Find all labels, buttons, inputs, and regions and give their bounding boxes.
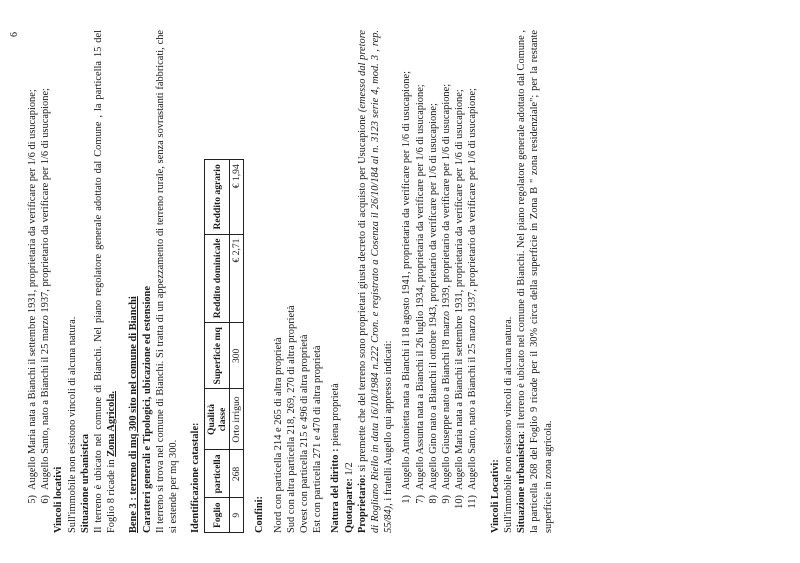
table-header-row bbox=[205, 160, 230, 533]
list-item: 1) Augello Antonietta nata a Bianchi il 18 agosto 1941, proprietaria da verificare per 1/6 di usucapione; bbox=[401, 71, 413, 504]
situazione-text-1: Il terreno è ubicato nel comune di Bianchi. Nel piano regolatore generale adottato dal Comune , la particella 15 del Foglio 8 ricade in Zona Agricola. bbox=[93, 30, 118, 533]
vincoli-heading-2: Vincoli Locativi: bbox=[489, 459, 501, 533]
list-item-number: 5) bbox=[27, 495, 38, 504]
table-cell: € 2,71 bbox=[230, 234, 244, 323]
confine-line: Nord con particella 214 e 265 di altra proprietà bbox=[272, 337, 284, 533]
situazione-heading-1: Situazione urbanistica bbox=[79, 433, 91, 533]
confini-list bbox=[272, 30, 325, 533]
proprietario-paragraph: Proprietario: si premette che del terreno sono proprietari giusta decreto di acquisto per Usucapione (emesso dal pretore di Rogliano Riello in data 16/10/1984 n.222 Cron. e registrato a Cosenza il 26/10/184 al n. 3123 serie 4, mod. 3 , rep. 55/84), i fratelli Augello qui appresso indicati: bbox=[356, 29, 395, 533]
vincoli-heading-1: Vincoli locativi bbox=[53, 466, 65, 533]
table-header: Reddito dominicale bbox=[205, 234, 230, 323]
list-item bbox=[26, 30, 39, 521]
table-row bbox=[230, 160, 244, 533]
list-item: 7) Augello Assunta nata a Bianchi il 26 luglio 1934, proprietaria da verificare per 1/6 di usucapione; bbox=[414, 84, 426, 504]
natura-diritto: Natura del diritto : piena proprietà bbox=[330, 383, 342, 533]
zona-agricola-label: Zona Agricola. bbox=[106, 390, 118, 457]
table-header: Qualità classe bbox=[205, 389, 230, 450]
list-item: 11) Augello Santo, nato a Bianchi il 25 marzo 1937, proprietario da verificare per 1/6 di usucapione; bbox=[467, 88, 479, 509]
confine-line: Ovest con particella 215 e 496 di altra proprietà bbox=[299, 334, 311, 533]
confine-line: Est con particella 271 e 470 di altra proprietà bbox=[312, 345, 324, 533]
owner-list bbox=[400, 30, 479, 533]
confini-heading: Confini: bbox=[254, 496, 266, 533]
vincoli-text-2: Sull'immobile non esistono vincoli di alcuna natura. bbox=[502, 316, 514, 533]
list-item: 10) Augello Maria nata a Bianchi il settembre 1931, proprietaria da verificare per 1/6 di usucapione; bbox=[454, 89, 466, 509]
situazione-paragraph-2: Situazione urbanistica: il terreno è ubicato nel comune di Bianchi. Nel piano regolatore generale adottato dal Comune , la particella 268 del Foglio 9 ricade per il 30% circa della superficie in Zona B " zona residenziale"; per la restante superficie in zona agricola. bbox=[516, 30, 554, 533]
list-item: 9) Augello Giuseppe nato a Bianchi l'8 marzo 1939, proprietario da verificare per 1/6 di usucapione; bbox=[441, 83, 453, 504]
list-item-text: Augello Santo, nato a Bianchi il 25 marzo 1937, proprietario da verificare per 1/6 di usucapione; bbox=[40, 88, 52, 490]
list-item-text: Augello Maria nata a Bianchi il settembre 1931, proprietaria da verificare per 1/6 di usucapione; bbox=[27, 89, 38, 490]
quotaparte: Quotaparte: 1/2 bbox=[343, 462, 355, 533]
bene3-title: Bene 3 : terreno di mq 300 sito nel comune di Bianchi bbox=[128, 296, 140, 533]
page-number: 6 bbox=[9, 32, 20, 37]
identificazione-heading: Identificazione catastale: bbox=[190, 422, 202, 533]
table-header: Foglio bbox=[205, 498, 230, 533]
cadastral-table bbox=[204, 159, 244, 533]
list-item-number: 6) bbox=[40, 495, 52, 504]
caratteri-heading: Caratteri generali e Tipologici, ubicazione ed estensione bbox=[141, 286, 153, 533]
list-item bbox=[39, 30, 52, 521]
caratteri-text: Il terreno si trova nel comune di Bianchi. Si tratta di un appezzamento di terreno rurale, senza sovrastanti fabbricati, che si estende per mq 300. bbox=[154, 30, 180, 533]
table-header: Reddito agrario bbox=[205, 160, 230, 234]
table-cell: 300 bbox=[230, 323, 244, 389]
table-header: particella bbox=[205, 450, 230, 498]
table-cell: 9 bbox=[230, 498, 244, 533]
list-item: 8) Augello Gino nato a Bianchi il ottobre 1943, proprietario da verificare per 1/6 di usucapione; bbox=[427, 103, 439, 504]
table-cell: 268 bbox=[230, 450, 244, 498]
table-cell: € 1,94 bbox=[230, 160, 244, 234]
vincoli-text-1: Sull'immobile non esistono vincoli di alcuna natura. bbox=[66, 316, 78, 533]
confine-line: Sud con altra particella 218, 269, 270 di altra proprietà bbox=[285, 305, 297, 533]
table-cell: Orto irriguo bbox=[230, 389, 244, 450]
intro-owner-list bbox=[26, 30, 52, 533]
table-header: Superficie mq bbox=[205, 323, 230, 389]
